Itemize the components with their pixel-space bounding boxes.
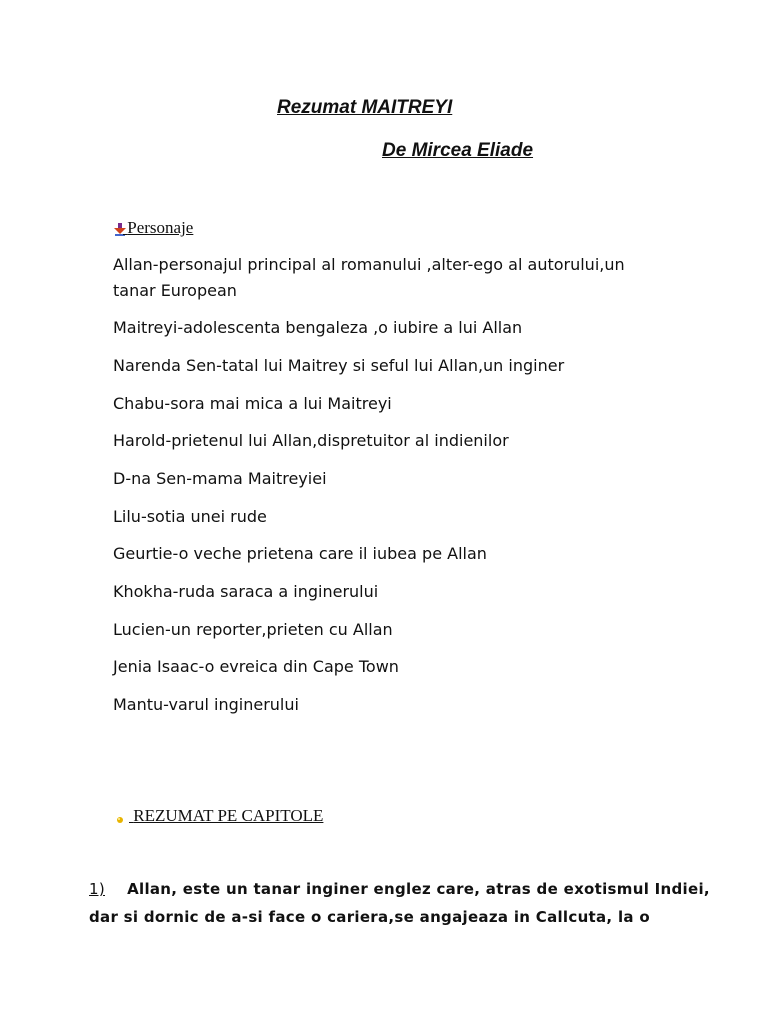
list-item: tanar European (113, 281, 237, 300)
list-item: Chabu-sora mai mica a lui Maitreyi (113, 394, 392, 413)
list-item: Khokha-ruda saraca a inginerului (113, 582, 379, 601)
list-item: Lucien-un reporter,prieten cu Allan (113, 620, 393, 639)
list-item: Narenda Sen-tatal lui Maitrey si seful lui Allan,un inginer (113, 356, 565, 375)
chapter-1-line-2: dar si dornic de a-si face o cariera,se angajeaza in Callcuta, la o (89, 908, 650, 926)
chapter-1-number: 1) (89, 880, 105, 898)
list-item: Harold-prietenul lui Allan,dispretuitor al indienilor (113, 431, 509, 450)
characters-heading: Personaje (127, 218, 194, 237)
document-title: Rezumat MAITREYI (277, 97, 453, 118)
document-author: De Mircea Eliade (382, 140, 534, 161)
list-item: Maitreyi-adolescenta bengaleza ,o iubire a lui Allan (113, 318, 523, 337)
list-item: Mantu-varul inginerului (113, 695, 299, 714)
dot-bullet-icon (115, 812, 125, 830)
chapters-heading: REZUMAT PE CAPITOLE (133, 806, 324, 825)
list-item: Jenia Isaac-o evreica din Cape Town (113, 657, 399, 676)
list-item: Lilu-sotia unei rude (113, 507, 267, 526)
list-item: Allan-personajul principal al romanului ,alter-ego al autorului,un (113, 255, 625, 274)
chapter-1-line-1: 1) Allan, este un tanar inginer englez care, atras de exotismul Indiei, (89, 880, 710, 898)
list-item: Geurtie-o veche prietena care il iubea pe Allan (113, 544, 487, 563)
list-item: D-na Sen-mama Maitreyiei (113, 469, 327, 488)
